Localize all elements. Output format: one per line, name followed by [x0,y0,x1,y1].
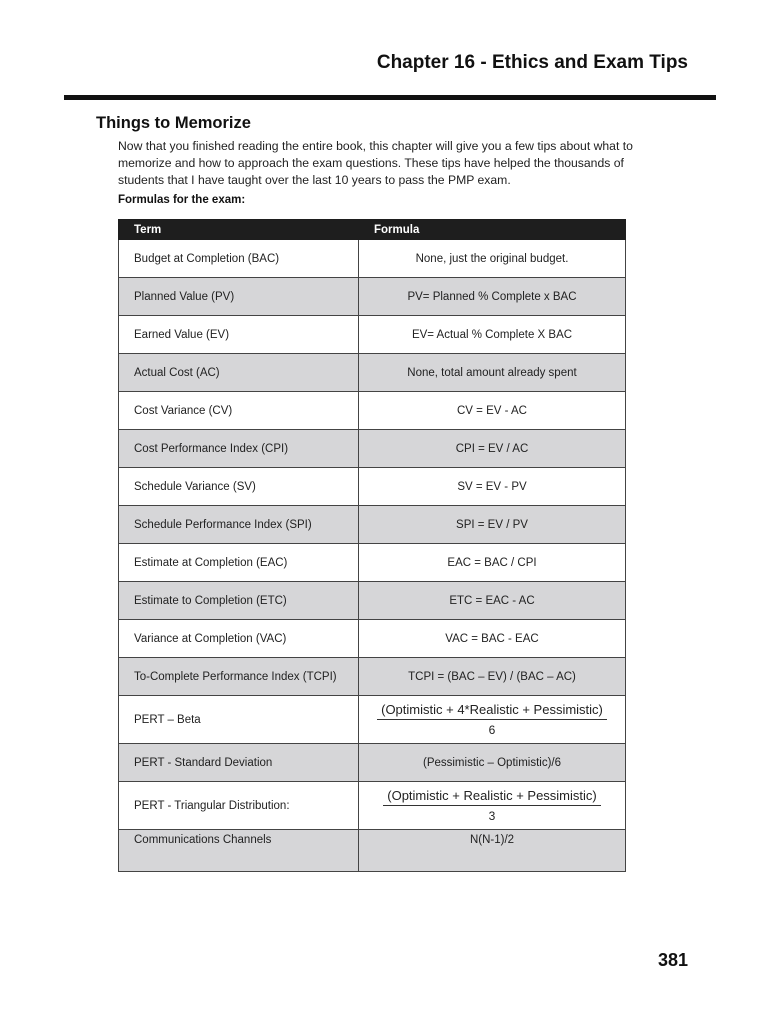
page-number: 381 [657,950,688,970]
table-row [119,658,626,696]
term-cell: Cost Variance (CV) [119,392,359,430]
table-row [119,744,626,782]
fraction-denominator: 6 [488,723,496,737]
term-cell: Cost Performance Index (CPI) [119,430,359,468]
term-cell: Schedule Performance Index (SPI) [119,506,359,544]
term-cell: Earned Value (EV) [119,316,359,354]
fraction [383,788,600,823]
term-cell: Budget at Completion (BAC) [119,240,359,278]
header-rule [64,95,716,100]
formula-cell: (Pessimistic – Optimistic)/6 [359,744,626,782]
formula-cell: EV= Actual % Complete X BAC [359,316,626,354]
term-cell: PERT – Beta [119,696,359,744]
table-row [119,830,626,872]
term-cell: To-Complete Performance Index (TCPI) [119,658,359,696]
term-cell: Planned Value (PV) [119,278,359,316]
formula-cell: EAC = BAC / CPI [359,544,626,582]
term-cell: Estimate to Completion (ETC) [119,582,359,620]
table-row [119,278,626,316]
table-row [119,316,626,354]
formulas-table [118,219,626,872]
formula-cell [359,696,626,744]
table-row [119,468,626,506]
section-heading: Things to Memorize [96,114,251,132]
term-cell: PERT - Standard Deviation [119,744,359,782]
formula-cell: SPI = EV / PV [359,506,626,544]
formula-cell: TCPI = (BAC – EV) / (BAC – AC) [359,658,626,696]
formula-cell: CV = EV - AC [359,392,626,430]
table-row [119,544,626,582]
term-cell: PERT - Triangular Distribution: [119,782,359,830]
chapter-title: Chapter 16 - Ethics and Exam Tips [376,52,688,73]
table-row [119,240,626,278]
formulas-subheading: Formulas for the exam: [118,194,246,206]
formula-cell: N(N-1)/2 [359,830,626,872]
table-row [119,696,626,744]
term-column-header: Term [119,220,359,240]
table-row [119,506,626,544]
formula-cell: None, just the original budget. [359,240,626,278]
term-cell: Actual Cost (AC) [119,354,359,392]
term-cell: Variance at Completion (VAC) [119,620,359,658]
table-row [119,392,626,430]
intro-paragraph: Now that you finished reading the entire book, this chapter will give you a few tips about what to memorize and how to approach the exam questions. These tips have helped the thousands of students that I have taught over the last 10 years to pass the PMP exam. [118,139,633,187]
formula-cell: CPI = EV / AC [359,430,626,468]
table-row [119,582,626,620]
fraction-denominator: 3 [488,809,496,823]
term-cell: Communications Channels [119,830,359,872]
formula-cell [359,782,626,830]
table-header-row [119,220,626,240]
table-row [119,782,626,830]
formula-cell: VAC = BAC - EAC [359,620,626,658]
fraction-numerator: (Optimistic + Realistic + Pessimistic) [383,788,600,806]
table-row [119,430,626,468]
formula-column-header: Formula [359,220,626,240]
term-cell: Schedule Variance (SV) [119,468,359,506]
formula-cell: None, total amount already spent [359,354,626,392]
fraction [377,702,607,737]
term-cell: Estimate at Completion (EAC) [119,544,359,582]
formula-cell: ETC = EAC - AC [359,582,626,620]
table-row [119,354,626,392]
formula-cell: PV= Planned % Complete x BAC [359,278,626,316]
table-row [119,620,626,658]
formula-cell: SV = EV - PV [359,468,626,506]
fraction-numerator: (Optimistic + 4*Realistic + Pessimistic) [377,702,607,720]
